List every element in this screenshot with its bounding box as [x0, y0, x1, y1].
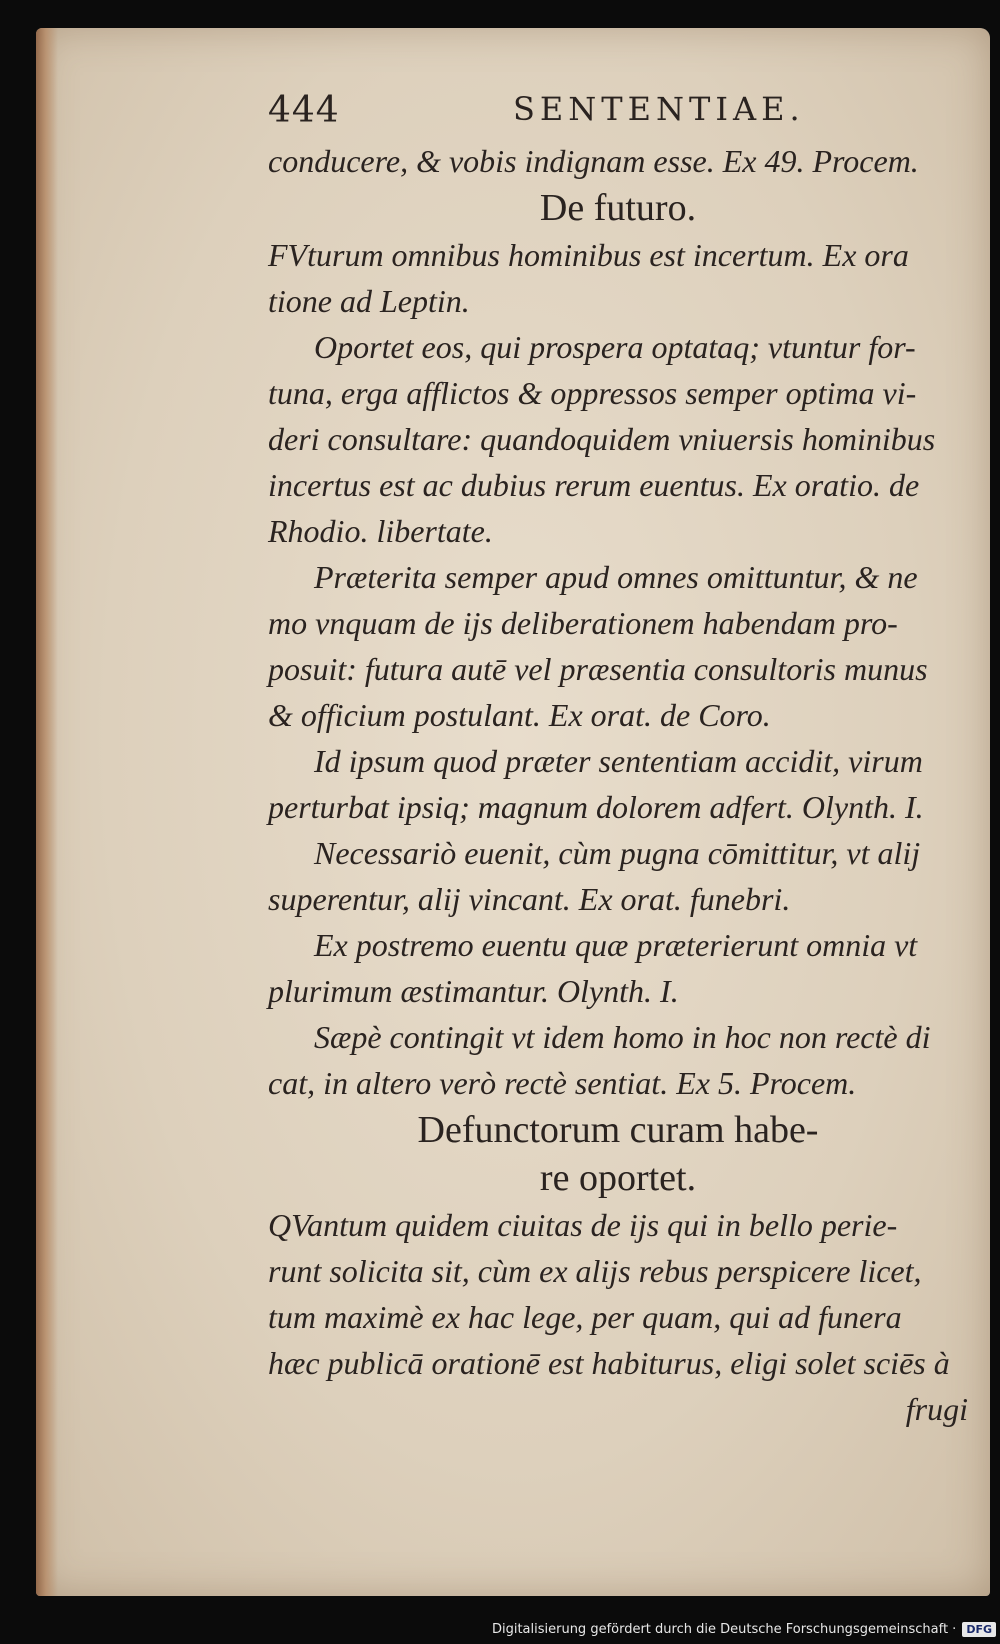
digitization-footer	[492, 1614, 1000, 1644]
text-line: FVturum omnibus hominibus est incertum. Ex ora	[268, 237, 909, 273]
catchword-row	[268, 1386, 968, 1432]
text-line: cat, in altero verò rectè sentiat. Ex 5. Procem.	[268, 1065, 857, 1101]
text-line: superentur, alij vincant. Ex orat. funebri.	[268, 881, 791, 917]
funding-credit: Digitalisierung gefördert durch die Deutsche Forschungsgemeinschaft ·	[491, 1621, 957, 1637]
text-line: deri consultare: quandoquidem vniuersis hominibus	[268, 421, 936, 457]
text-line: mo vnquam de ijs deliberationem habendam pro-	[268, 605, 898, 641]
text-line: Præterita semper apud omnes omittuntur, & ne	[314, 559, 918, 595]
text-line: incertus est ac dubius rerum euentus. Ex oratio. de	[268, 467, 920, 503]
dfg-logo: DFG	[962, 1622, 996, 1637]
text-line: plurimum æstimantur. Olynth. I.	[268, 973, 679, 1009]
catchword: frugi	[905, 1391, 968, 1427]
text-line: Rhodio. libertate.	[268, 513, 493, 549]
text-line: tuna, erga afflictos & oppressos semper optima vi-	[268, 375, 917, 411]
text-line: conducere, & vobis indignam esse. Ex 49. Procem.	[268, 143, 919, 179]
text-line: QVantum quidem ciuitas de ijs qui in bello perie-	[268, 1207, 898, 1243]
text-line: posuit: futura autē vel præsentia consultoris munus	[268, 651, 928, 687]
text-line: Oportet eos, qui prospera optataq; vtuntur for-	[314, 329, 916, 365]
text-line: tum maximè ex hac lege, per quam, qui ad funera	[268, 1299, 902, 1335]
text-line: runt solicita sit, cùm ex alijs rebus perspicere licet,	[268, 1253, 922, 1289]
text-line: Ex postremo euentu quæ præterierunt omnia vt	[314, 927, 918, 963]
text-line: & officium postulant. Ex orat. de Coro.	[268, 697, 771, 733]
section-heading: Defunctorum curam habe-	[417, 1109, 819, 1151]
section-heading: De futuro.	[539, 187, 697, 229]
page-edge-shadow	[36, 28, 58, 1596]
page-header	[268, 90, 968, 138]
text-line: perturbat ipsiq; magnum dolorem adfert. Olynth. I.	[268, 789, 924, 825]
section-heading: re oportet.	[539, 1157, 697, 1199]
page-number: 444	[268, 90, 340, 131]
text-line: hæc publicā orationē est habiturus, eligi solet sciēs à	[268, 1345, 950, 1381]
text-line: tione ad Leptin.	[268, 283, 470, 319]
text-line: Id ipsum quod præter sententiam accidit, virum	[314, 743, 923, 779]
text-line: Necessariò euenit, cùm pugna cōmittitur, vt alij	[314, 835, 921, 871]
text-line: Sæpè contingit vt idem homo in hoc non rectè di	[314, 1019, 931, 1055]
running-title: SENTENTIAE.	[513, 90, 805, 128]
page-text-block	[268, 90, 968, 1432]
